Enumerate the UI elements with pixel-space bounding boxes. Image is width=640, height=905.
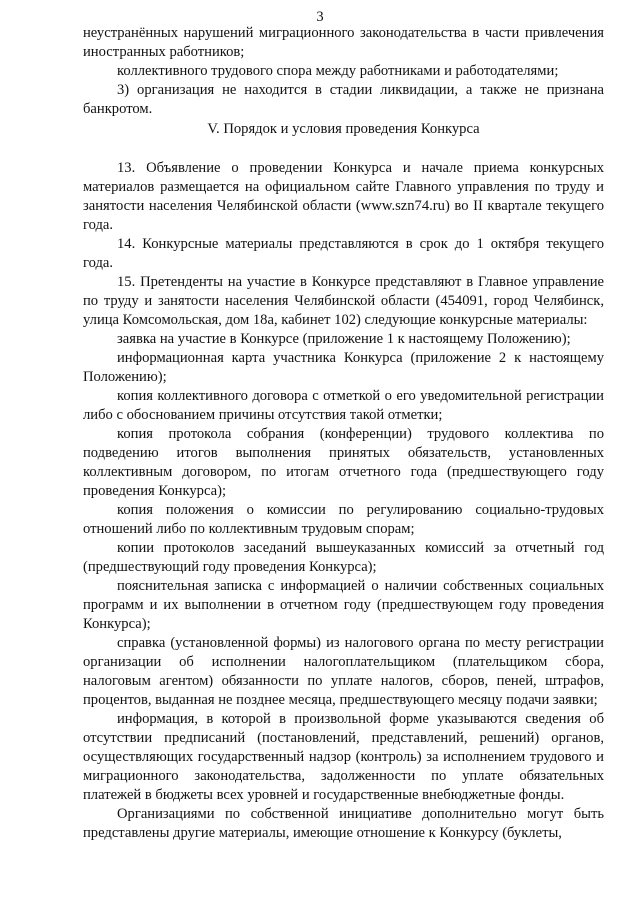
paragraph-15: 15. Претенденты на участие в Конкурсе представляют в Главное управление по труду и занятости населения Челябинской области (454091, город Челябинск, улица Комсомольская, дом 18а, кабинет 102) следующие конкурсные материалы: [83,274,604,328]
list-item-explanatory-note: пояснительная записка с информацией о наличии собственных социальных программ и их выполнении в отчетном году (предшествующем году проведения Конкурса); [83,578,604,632]
list-item-meeting-protocol: копия протокола собрания (конференции) трудового коллектива по подведению итогов выполнения принятых обязательств, установленных коллективным договором, по итогам отчетного года (предшествующего году проведения Конкурса); [83,426,604,499]
list-item-commission-protocols: копии протоколов заседаний вышеуказанных комиссий за отчетный год (предшествующий году проведения Конкурса); [83,540,604,575]
list-item-info-card: информационная карта участника Конкурса (приложение 2 к настоящему Положению); [83,350,604,385]
list-item-collective-agreement: копия коллективного договора с отметкой о его уведомительной регистрации либо с обоснованием причины отсутствия такой отметки; [83,388,604,423]
list-item-commission-regulation: копия положения о комиссии по регулированию социально-трудовых отношений либо по коллективным трудовым спорам; [83,502,604,537]
list-item-application: заявка на участие в Конкурсе (приложение 1 к настоящему Положению); [117,331,571,347]
paragraph-13: 13. Объявление о проведении Конкурса и начале приема конкурсных материалов размещается на официальном сайте Главного управления по труду и занятости населения Челябинской области (www.szn74.ru) во II квартале текущего года. [83,160,604,233]
page-number: 3 [316,9,324,25]
list-item-tax-certificate: справка (установленной формы) из налогового органа по месту регистрации организации об исполнении налогоплательщиком (плательщиком сбора, налоговым агентом) обязанности по уплате налогов, сборов, пеней, штрафов, процентов, выданная не позднее месяца, предшествующего месяцу подачи заявки; [83,635,604,708]
paragraph-additional-materials: Организациями по собственной инициативе дополнительно могут быть представлены другие материалы, имеющие отношение к Конкурсу (буклеты, [83,806,604,841]
paragraph-violations: неустранённых нарушений миграционного законодательства в части привлечения иностранных работников; [83,25,604,60]
paragraph-14: 14. Конкурсные материалы представляются в срок до 1 октября текущего года. [83,236,604,271]
paragraph-liquidation: 3) организация не находится в стадии ликвидации, а также не признана банкротом. [83,82,604,117]
section-heading: V. Порядок и условия проведения Конкурса [207,121,480,137]
document-body [83,24,604,843]
paragraph-labor-dispute: коллективного трудового спора между работниками и работодателями; [117,63,559,79]
list-item-supervision-info: информация, в которой в произвольной форме указываются сведения об отсутствии предписаний (постановлений, представлений, решений) органов, осуществляющих государственный надзор (контроль) за исполнением трудового и миграционного законодательства, задолженности по уплате обязательных платежей в бюджеты всех уровней и государственные внебюджетные фонды. [83,711,604,803]
